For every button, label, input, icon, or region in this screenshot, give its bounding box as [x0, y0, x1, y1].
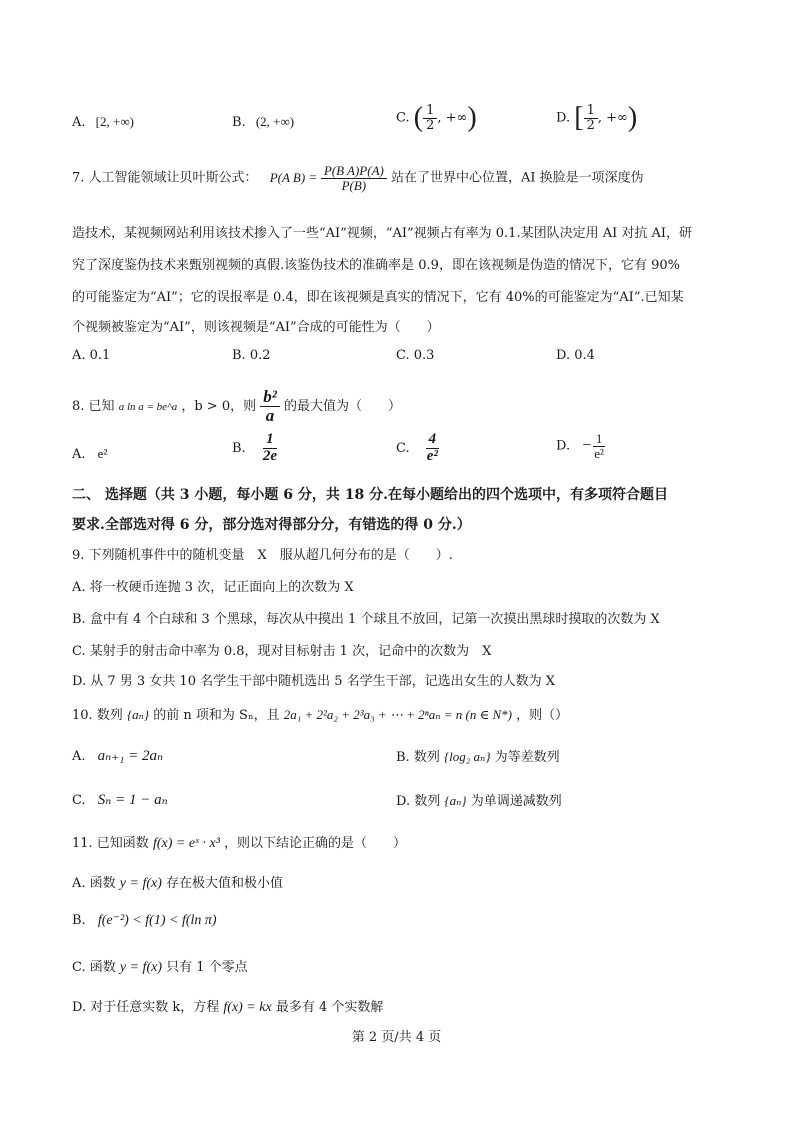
q6-c-den: 2	[426, 117, 435, 133]
q11-function: f(x) = eˣ · x³	[152, 836, 220, 851]
page-footer: 第 2 页/共 4 页	[351, 1030, 442, 1045]
section-2-line-1: 二、 选择题（共 3 小题，每小题 6 分，共 18 分.在每小题给出的四个选项中，有多项符合题目	[72, 487, 668, 503]
q8-stem	[72, 388, 401, 425]
q11-option-d-tail: 最多有 4 个实数解	[275, 1000, 384, 1015]
q6-c-tail: , +∞	[437, 110, 468, 126]
q6-d-tail: , +∞	[597, 110, 628, 126]
q8-option-a	[72, 446, 107, 462]
q10-option-d-value: {aₙ}	[444, 793, 467, 808]
q10-stem-mid: 的前 n 项和为 Sₙ，且	[153, 708, 280, 723]
q11-option-c	[72, 956, 248, 976]
q11-option-d	[72, 996, 383, 1016]
q10-option-d	[396, 790, 562, 809]
q7-option-b: B. 0.2	[232, 348, 271, 363]
q7-line-4: 的可能鉴定为“AI”；它的误报率是 0.4，即在该视频是真实的情况下，它有 40%的可能鉴定为“AI”.已知某	[72, 290, 684, 305]
q7-line-5: 个视频被鉴定为“AI”，则该视频是“AI”合成的可能性为（ ）	[72, 320, 440, 335]
q8-option-d-label: D.	[556, 438, 571, 454]
q7-formula-eq: =	[309, 169, 317, 185]
q6-option-c	[396, 102, 477, 134]
q6-d-den: 2	[586, 117, 595, 133]
q11-option-a-tail: 存在极大值和极小值	[166, 876, 284, 891]
q7-formula-lhs: P(A B)	[269, 169, 306, 185]
q10-stem-end: ，则（）	[516, 708, 569, 723]
q8-condition: ，b > 0，则	[181, 398, 257, 414]
q7-intro: 7. 人工智能领域让贝叶斯公式：	[72, 170, 258, 186]
q6-option-a	[72, 114, 134, 130]
q8-c-den: e²	[426, 447, 438, 464]
q7-first-line	[72, 164, 644, 192]
q10-sequence: {aₙ}	[126, 707, 150, 722]
q7-line-2: 造技术，某视频网站利用该技术掺入了一些“AI”视频，“AI”视频占有率为 0.1.某团队决定用 AI 对抗 AI，研	[72, 226, 693, 241]
q8-c-fraction	[424, 432, 441, 465]
q6-option-a-label: A.	[72, 115, 86, 130]
q11-option-d-pre: D. 对于任意实数 k，方程	[72, 1000, 220, 1015]
q7-option-a: A. 0.1	[72, 348, 111, 363]
q7-formula-den: P(B)	[341, 177, 367, 193]
q8-option-d	[556, 432, 607, 460]
q10-option-c-label: C.	[72, 793, 86, 808]
q10-option-c-value: Sₙ = 1 − aₙ	[97, 792, 168, 808]
q6-option-a-value: [2, +∞)	[95, 114, 134, 129]
q6-c-rparen: )	[467, 102, 477, 133]
q11-option-a-pre: A. 函数	[72, 876, 116, 891]
q8-frac-den: a	[265, 405, 275, 425]
q10-stem	[72, 704, 568, 723]
q10-option-b-value: {log₂ aₙ}	[443, 749, 491, 764]
q7-after-formula: 站在了世界中心位置，AI 换脸是一项深度伪	[391, 170, 644, 186]
q8-d-num: 1	[593, 432, 606, 447]
q8-b-den: 2e	[262, 447, 277, 464]
q8-b-num: 1	[263, 432, 277, 449]
q6-d-num: 1	[584, 104, 598, 119]
q10-option-d-tail: 为单调递减数列	[470, 794, 562, 809]
q9-option-a: A. 将一枚硬币连抛 3 次，记正面向上的次数为 X	[72, 580, 354, 595]
q6-option-b	[232, 114, 294, 130]
q11-option-c-func: y = f(x)	[119, 960, 162, 975]
q8-option-c-label: C.	[396, 440, 410, 456]
q7-formula-num: P(B A)P(A)	[321, 164, 387, 179]
q11-stem-end: ，则以下结论正确的是（ ）	[224, 836, 407, 851]
q6-d-fraction	[584, 104, 598, 132]
q11-stem-pre: 11. 已知函数	[72, 836, 149, 851]
q10-option-b-tail: 为等差数列	[494, 750, 560, 765]
q10-option-a	[72, 746, 163, 765]
q9-stem: 9. 下列随机事件中的随机变量 X 服从超几何分布的是（ ）.	[72, 548, 453, 563]
q6-option-c-label: C.	[396, 110, 410, 126]
q8-b-fraction	[260, 432, 280, 465]
q6-option-d	[556, 102, 637, 134]
q8-option-a-label: A.	[72, 447, 86, 462]
q8-fraction	[260, 388, 280, 425]
q11-option-b-label: B.	[72, 913, 86, 928]
q8-equation: a ln a = be^a	[118, 400, 178, 413]
q10-option-b-label: B. 数列	[396, 750, 440, 765]
q9-option-d: D. 从 7 男 3 女共 10 名学生干部中随机选出 5 名学生干部，记选出女生的人数为 X	[72, 674, 556, 689]
q6-d-lbracket: [	[574, 102, 584, 133]
q8-option-b	[232, 432, 280, 465]
q8-d-den: e²	[594, 445, 604, 461]
q8-d-sign: −	[582, 436, 592, 454]
q6-c-fraction	[423, 104, 437, 132]
q10-option-c	[72, 790, 168, 809]
q11-option-a-func: y = f(x)	[119, 876, 162, 891]
q8-intro: 8. 已知	[72, 398, 115, 414]
q6-option-b-value: (2, +∞)	[255, 114, 295, 129]
q10-stem-pre: 10. 数列	[72, 708, 123, 723]
q11-option-b	[72, 912, 217, 929]
q8-tail: 的最大值为（ ）	[284, 398, 402, 414]
q6-c-lparen: (	[413, 102, 424, 133]
q8-option-b-label: B.	[232, 440, 246, 456]
q6-option-d-label: D.	[556, 110, 571, 126]
q11-option-d-eq: f(x) = kx	[223, 1000, 272, 1015]
q6-c-num: 1	[423, 104, 437, 119]
q11-stem	[72, 832, 406, 852]
q10-option-a-value: aₙ₊₁ = 2aₙ	[97, 748, 164, 764]
q9-option-c: C. 某射手的射击命中率为 0.8，现对目标射击 1 次，记命中的次数为 X	[72, 644, 492, 659]
q10-option-b	[396, 746, 560, 765]
q10-equation: 2a₁ + 2²a₂ + 2³a₃ + ⋯ + 2ⁿaₙ = n (n ∈ N*)	[283, 707, 512, 722]
q7-option-c: C. 0.3	[396, 348, 435, 363]
q11-option-b-value: f(e⁻²) < f(1) < f(ln π)	[97, 913, 217, 928]
q8-frac-num: b²	[260, 388, 280, 407]
q10-option-a-label: A.	[72, 749, 86, 764]
q10-option-d-label: D. 数列	[396, 794, 441, 809]
q11-option-c-tail: 只有 1 个零点	[166, 960, 248, 975]
section-2-line-2: 要求.全部选对得 6 分，部分选对得部分分，有错选的得 0 分.）	[72, 517, 471, 533]
q6-option-b-label: B.	[232, 115, 246, 130]
q7-formula-fraction	[321, 164, 387, 192]
q7-option-d: D. 0.4	[556, 348, 595, 363]
q8-option-c	[396, 432, 441, 465]
q8-d-fraction	[591, 432, 607, 460]
q7-line-3: 究了深度鉴伪技术来甄别视频的真假.该鉴伪技术的准确率是 0.9，即在该视频是伪造的情况下，它有 90%	[72, 258, 680, 273]
q8-c-num: 4	[426, 432, 440, 449]
q8-option-a-value: e²	[97, 446, 108, 461]
q6-d-rparen: )	[627, 102, 638, 133]
q11-option-c-pre: C. 函数	[72, 960, 116, 975]
q11-option-a	[72, 872, 283, 892]
q9-option-b: B. 盒中有 4 个白球和 3 个黑球，每次从中摸出 1 个球且不放回，记第一次摸出黑球时摸取的次数为 X	[72, 612, 660, 627]
